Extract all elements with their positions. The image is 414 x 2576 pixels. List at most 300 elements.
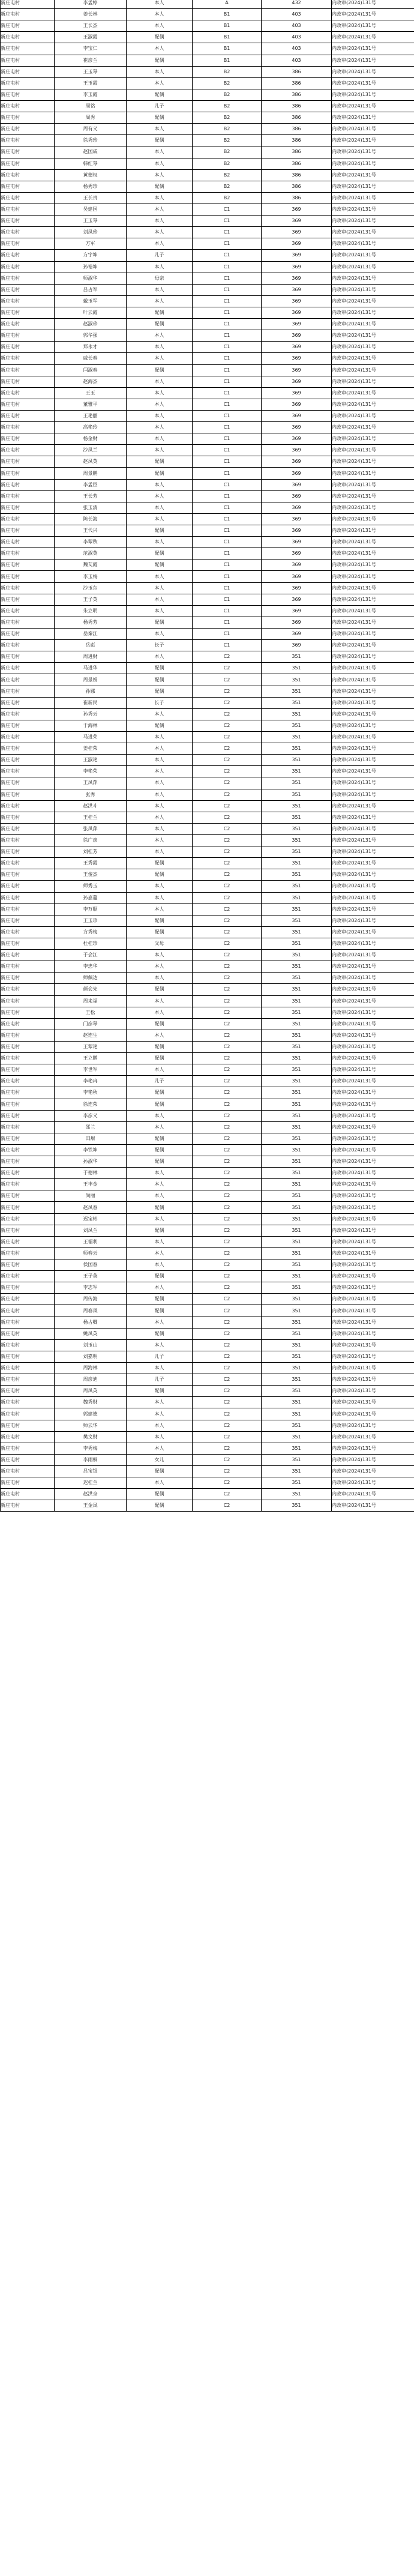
relation-cell: 配偶 [127,1133,193,1144]
relation-cell: 本人 [127,158,193,169]
village-cell: 新庄屯村 [1,43,55,55]
document-number-cell: 内政审(2024)131号 [332,858,414,869]
grade-cell: C2 [193,1294,262,1305]
name-cell: 王松 [55,1007,127,1018]
table-row [1,1041,414,1052]
grade-cell: B2 [193,66,262,77]
relation-cell: 本人 [127,1179,193,1190]
relation-cell: 本人 [127,502,193,513]
grade-cell: B2 [193,112,262,124]
amount-cell: 369 [262,250,332,261]
table-row [1,640,414,651]
document-number-cell: 内政审(2024)131号 [332,1477,414,1489]
grade-cell: C2 [193,1500,262,1512]
village-cell: 新庄屯村 [1,1317,55,1328]
grade-cell: C2 [193,789,262,800]
grade-cell: C2 [193,1202,262,1213]
name-cell: 赵凤英 [55,456,127,468]
relation-cell: 儿子 [127,1374,193,1386]
amount-cell: 369 [262,295,332,307]
amount-cell: 369 [262,216,332,227]
village-cell: 新庄屯村 [1,1121,55,1133]
grade-cell: C1 [193,617,262,628]
relation-cell: 配偶 [127,1041,193,1052]
relation-cell: 本人 [127,1363,193,1374]
village-cell: 新庄屯村 [1,881,55,892]
table-row [1,1144,414,1156]
village-cell: 新庄屯村 [1,479,55,490]
grade-cell: C1 [193,433,262,445]
table-row [1,663,414,674]
village-cell: 新庄屯村 [1,1489,55,1500]
name-cell: 李宝仁 [55,43,127,55]
amount-cell: 369 [262,227,332,238]
document-number-cell: 内政审(2024)131号 [332,364,414,376]
grade-cell: B2 [193,89,262,100]
relation-cell: 配偶 [127,915,193,926]
amount-cell: 351 [262,1397,332,1408]
grade-cell: C2 [193,766,262,777]
relation-cell: 本人 [127,1007,193,1018]
table-row [1,548,414,560]
document-number-cell: 内政审(2024)131号 [332,43,414,55]
village-cell: 新庄屯村 [1,1443,55,1454]
relation-cell: 本人 [127,1317,193,1328]
document-number-cell: 内政审(2024)131号 [332,1339,414,1351]
name-cell: 李孟臣 [55,479,127,490]
village-cell: 新庄屯村 [1,1271,55,1282]
table-row [1,617,414,628]
relation-cell: 配偶 [127,869,193,881]
grade-cell: C2 [193,1351,262,1362]
relation-cell: 本人 [127,513,193,525]
table-row [1,903,414,915]
amount-cell: 351 [262,1133,332,1144]
document-number-cell: 内政审(2024)131号 [332,513,414,525]
grade-cell: C1 [193,238,262,250]
table-row [1,973,414,984]
village-cell: 新庄屯村 [1,548,55,560]
village-cell: 新庄屯村 [1,284,55,295]
grade-cell: C2 [193,1305,262,1317]
grade-cell: C1 [193,629,262,640]
relation-cell: 儿子 [127,100,193,112]
village-cell: 新庄屯村 [1,834,55,846]
village-cell: 新庄屯村 [1,387,55,399]
table-row [1,158,414,169]
relation-cell: 本人 [127,755,193,766]
grade-cell: B1 [193,20,262,32]
relation-cell: 长子 [127,697,193,708]
table-row [1,261,414,273]
grade-cell: B2 [193,135,262,146]
amount-cell: 351 [262,1018,332,1030]
amount-cell: 351 [262,743,332,755]
document-number-cell: 内政审(2024)131号 [332,605,414,617]
table-row [1,1099,414,1110]
name-cell: 郭华强 [55,330,127,342]
relation-cell: 本人 [127,950,193,961]
table-row [1,1339,414,1351]
amount-cell: 386 [262,158,332,169]
amount-cell: 351 [262,708,332,720]
table-row [1,204,414,215]
village-cell: 新庄屯村 [1,800,55,812]
grade-cell: C2 [193,1156,262,1168]
relation-cell: 本人 [127,1408,193,1420]
document-number-cell: 内政审(2024)131号 [332,1247,414,1259]
table-row [1,674,414,686]
name-cell: 吴建国 [55,204,127,215]
name-cell: 孙淑华 [55,1156,127,1168]
name-cell: 周秀 [55,112,127,124]
table-row [1,1351,414,1362]
relation-cell: 本人 [127,422,193,433]
table-row [1,273,414,284]
table-row [1,869,414,881]
grade-cell: C1 [193,640,262,651]
amount-cell: 351 [262,1247,332,1259]
document-number-cell: 内政审(2024)131号 [332,1351,414,1362]
relation-cell: 本人 [127,1259,193,1271]
document-number-cell: 内政审(2024)131号 [332,77,414,89]
relation-cell: 本人 [127,1443,193,1454]
amount-cell: 351 [262,1202,332,1213]
grade-cell: C2 [193,1076,262,1087]
village-cell: 新庄屯村 [1,594,55,605]
relation-cell: 本人 [127,823,193,834]
relation-cell: 配偶 [127,112,193,124]
document-number-cell: 内政审(2024)131号 [332,100,414,112]
name-cell: 孙嘉蔓 [55,892,127,903]
table-row [1,1190,414,1202]
amount-cell: 351 [262,1076,332,1087]
document-number-cell: 内政审(2024)131号 [332,261,414,273]
relation-cell: 本人 [127,1121,193,1133]
village-cell: 新庄屯村 [1,238,55,250]
table-row [1,995,414,1007]
amount-cell: 351 [262,800,332,812]
table-row [1,227,414,238]
village-cell: 新庄屯村 [1,926,55,938]
table-row [1,342,414,353]
village-cell: 新庄屯村 [1,55,55,66]
village-cell: 新庄屯村 [1,938,55,949]
amount-cell: 369 [262,387,332,399]
name-cell: 王金凤 [55,1500,127,1512]
village-cell: 新庄屯村 [1,720,55,731]
name-cell: 王福利 [55,1236,127,1247]
name-cell: 杨金财 [55,433,127,445]
village-cell: 新庄屯村 [1,1477,55,1489]
relation-cell: 本人 [127,1110,193,1121]
document-number-cell: 内政审(2024)131号 [332,1121,414,1133]
relation-cell: 本人 [127,789,193,800]
name-cell: 徐秀珍 [55,135,127,146]
village-cell: 新庄屯村 [1,766,55,777]
village-cell: 新庄屯村 [1,1454,55,1465]
name-cell: 张秀 [55,789,127,800]
village-cell: 新庄屯村 [1,1030,55,1041]
relation-cell: 配偶 [127,1328,193,1339]
village-cell: 新庄屯村 [1,513,55,525]
name-cell: 王俊杰 [55,869,127,881]
grade-cell: C2 [193,720,262,731]
document-number-cell: 内政审(2024)131号 [332,490,414,502]
document-number-cell: 内政审(2024)131号 [332,1213,414,1225]
table-row [1,1420,414,1431]
grade-cell: B1 [193,55,262,66]
grade-cell: C1 [193,582,262,594]
amount-cell: 369 [262,468,332,479]
amount-cell: 351 [262,1374,332,1386]
grade-cell: C2 [193,812,262,823]
name-cell: 师云华 [55,1420,127,1431]
name-cell: 李玉梅 [55,571,127,582]
document-number-cell: 内政审(2024)131号 [332,342,414,353]
name-cell: 赵洪斗 [55,800,127,812]
amount-cell: 369 [262,422,332,433]
relation-cell: 本人 [127,9,193,20]
document-number-cell: 内政审(2024)131号 [332,0,414,9]
village-cell: 新庄屯村 [1,846,55,858]
table-row [1,1386,414,1397]
village-cell: 新庄屯村 [1,66,55,77]
table-row [1,686,414,697]
relation-cell: 配偶 [127,525,193,537]
amount-cell: 369 [262,629,332,640]
village-cell: 新庄屯村 [1,490,55,502]
name-cell: 赵凤春 [55,1202,127,1213]
amount-cell: 369 [262,537,332,548]
amount-cell: 351 [262,984,332,995]
name-cell: 刘嘉明 [55,1351,127,1362]
name-cell: 杨占卿 [55,1317,127,1328]
grade-cell: C2 [193,1420,262,1431]
amount-cell: 351 [262,1431,332,1443]
amount-cell: 369 [262,571,332,582]
grade-cell: C1 [193,525,262,537]
table-row [1,1064,414,1076]
relation-cell: 本人 [127,261,193,273]
village-cell: 新庄屯村 [1,158,55,169]
amount-cell: 386 [262,89,332,100]
table-row [1,1179,414,1190]
table-row [1,823,414,834]
relation-cell: 配偶 [127,307,193,318]
table-row [1,846,414,858]
name-cell: 方秀梅 [55,926,127,938]
amount-cell: 369 [262,548,332,560]
table-row [1,708,414,720]
relation-cell: 配偶 [127,1489,193,1500]
grade-cell: C2 [193,1271,262,1282]
grade-cell: C2 [193,1179,262,1190]
relation-cell: 本人 [127,834,193,846]
grade-cell: C1 [193,387,262,399]
village-cell: 新庄屯村 [1,342,55,353]
amount-cell: 351 [262,1386,332,1397]
amount-cell: 351 [262,1179,332,1190]
name-cell: 田甜 [55,1133,127,1144]
name-cell: 王玉 [55,387,127,399]
name-cell: 王玉霞 [55,77,127,89]
village-cell: 新庄屯村 [1,915,55,926]
village-cell: 新庄屯村 [1,537,55,548]
grade-cell: C2 [193,686,262,697]
relation-cell: 本人 [127,204,193,215]
name-cell: 师春云 [55,1247,127,1259]
amount-cell: 351 [262,1363,332,1374]
document-number-cell: 内政审(2024)131号 [332,743,414,755]
grade-cell: C1 [193,261,262,273]
relation-cell: 本人 [127,582,193,594]
relation-cell: 本人 [127,216,193,227]
name-cell: 赵国成 [55,146,127,158]
name-cell: 周有义 [55,124,127,135]
name-cell: 迟桂兰 [55,1477,127,1489]
amount-cell: 369 [262,273,332,284]
amount-cell: 369 [262,605,332,617]
name-cell: 周进财 [55,651,127,663]
village-cell: 新庄屯村 [1,353,55,364]
grade-cell: C2 [193,950,262,961]
grade-cell: C2 [193,1454,262,1465]
document-number-cell: 内政审(2024)131号 [332,571,414,582]
table-row [1,789,414,800]
table-row [1,571,414,582]
village-cell: 新庄屯村 [1,1133,55,1144]
grade-cell: C2 [193,1030,262,1041]
relation-cell: 配偶 [127,720,193,731]
name-cell: 王凤萍 [55,777,127,789]
relation-cell: 配偶 [127,560,193,571]
grade-cell: C2 [193,1328,262,1339]
amount-cell: 386 [262,146,332,158]
village-cell: 新庄屯村 [1,169,55,181]
document-number-cell: 内政审(2024)131号 [332,789,414,800]
grade-cell: C2 [193,1190,262,1202]
name-cell: 王翠艳 [55,1041,127,1052]
amount-cell: 351 [262,1190,332,1202]
name-cell: 赵洪全 [55,1489,127,1500]
grade-cell: C2 [193,834,262,846]
relation-cell: 本人 [127,1030,193,1041]
village-cell: 新庄屯村 [1,869,55,881]
name-cell: 王淑艳 [55,755,127,766]
grade-cell: C2 [193,732,262,743]
village-cell: 新庄屯村 [1,697,55,708]
table-row [1,732,414,743]
village-cell: 新庄屯村 [1,307,55,318]
village-cell: 新庄屯村 [1,823,55,834]
grade-cell: C1 [193,364,262,376]
name-cell: 杜桂珍 [55,938,127,949]
name-cell: 闫淑春 [55,364,127,376]
name-cell: 沙玉东 [55,582,127,594]
document-number-cell: 内政审(2024)131号 [332,1099,414,1110]
name-cell: 李万顺 [55,903,127,915]
table-row [1,755,414,766]
name-cell: 姚凤英 [55,1328,127,1339]
table-row [1,892,414,903]
table-row [1,479,414,490]
relation-cell: 配偶 [127,456,193,468]
document-number-cell: 内政审(2024)131号 [332,1202,414,1213]
amount-cell: 369 [262,560,332,571]
document-number-cell: 内政审(2024)131号 [332,445,414,456]
village-cell: 新庄屯村 [1,789,55,800]
document-number-cell: 内政审(2024)131号 [332,1168,414,1179]
relation-cell: 本人 [127,1190,193,1202]
table-row [1,445,414,456]
name-cell: 周来福 [55,995,127,1007]
relation-cell: 配偶 [127,468,193,479]
amount-cell: 351 [262,1041,332,1052]
document-number-cell: 内政审(2024)131号 [332,1443,414,1454]
amount-cell: 351 [262,755,332,766]
name-cell: 陈长海 [55,513,127,525]
table-row [1,915,414,926]
document-number-cell: 内政审(2024)131号 [332,502,414,513]
amount-cell: 351 [262,1168,332,1179]
village-cell: 新庄屯村 [1,1351,55,1362]
relation-cell: 本人 [127,995,193,1007]
name-cell: 周春凤 [55,1305,127,1317]
grade-cell: C1 [193,227,262,238]
grade-cell: A [193,0,262,9]
grade-cell: C2 [193,651,262,663]
document-number-cell: 内政审(2024)131号 [332,1190,414,1202]
document-number-cell: 内政审(2024)131号 [332,66,414,77]
village-cell: 新庄屯村 [1,950,55,961]
document-number-cell: 内政审(2024)131号 [332,422,414,433]
amount-cell: 369 [262,399,332,410]
name-cell: 樊文财 [55,1431,127,1443]
relation-cell: 本人 [127,732,193,743]
table-row [1,250,414,261]
grade-cell: C2 [193,1386,262,1397]
name-cell: 岳秦江 [55,629,127,640]
name-cell: 黄德权 [55,169,127,181]
name-cell: 王玉琴 [55,66,127,77]
relation-cell: 本人 [127,812,193,823]
relation-cell: 配偶 [127,674,193,686]
table-row [1,766,414,777]
village-cell: 新庄屯村 [1,892,55,903]
document-number-cell: 内政审(2024)131号 [332,1271,414,1282]
document-number-cell: 内政审(2024)131号 [332,1053,414,1064]
village-cell: 新庄屯村 [1,582,55,594]
village-cell: 新庄屯村 [1,1190,55,1202]
relation-cell: 配偶 [127,926,193,938]
amount-cell: 351 [262,1351,332,1362]
amount-cell: 369 [262,204,332,215]
relation-cell: 配偶 [127,1500,193,1512]
name-cell: 于德林 [55,1168,127,1179]
relation-cell: 本人 [127,1213,193,1225]
table-row [1,1305,414,1317]
table-row [1,1225,414,1236]
name-cell: 韩红琴 [55,158,127,169]
grade-cell: C2 [193,1121,262,1133]
relation-cell: 配偶 [127,1386,193,1397]
name-cell: 李翠秋 [55,537,127,548]
document-number-cell: 内政审(2024)131号 [332,89,414,100]
relation-cell: 配偶 [127,1466,193,1477]
table-row [1,1282,414,1294]
grade-cell: C2 [193,743,262,755]
